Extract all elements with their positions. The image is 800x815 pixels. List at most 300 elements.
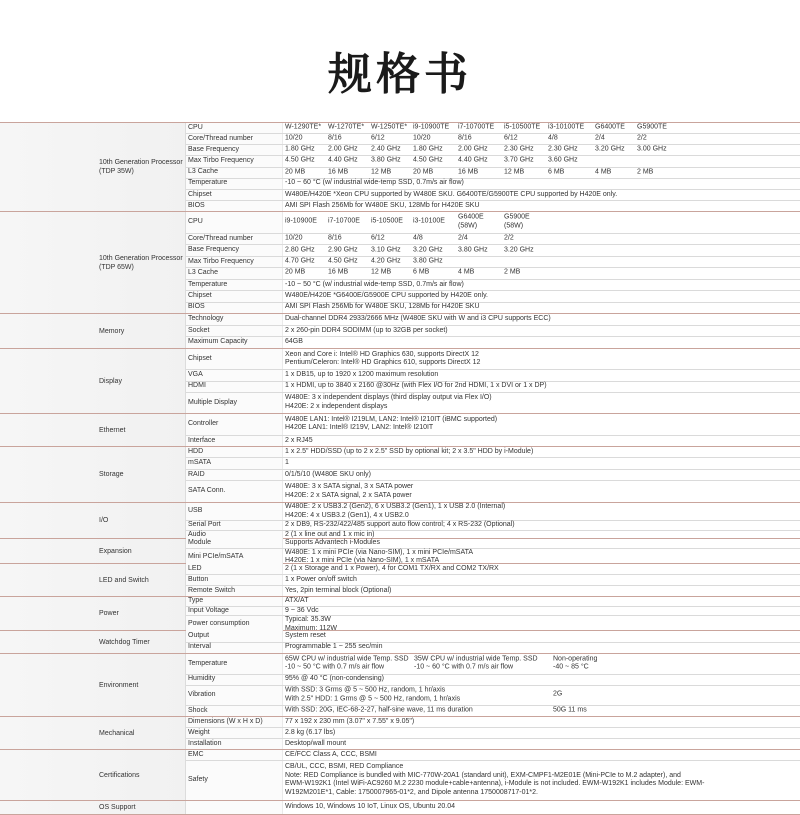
spec-row	[186, 189, 800, 200]
spec-row-value	[283, 382, 800, 392]
spec-row-value	[283, 190, 800, 200]
spec-row	[186, 597, 800, 606]
spec-row-label: Power consumption	[186, 616, 283, 633]
spec-value-text: W480E: 1 x mini PCIe (via Nano-SIM), 1 x mini PCIe/mSATA H420E: 1 x mini PCIe (via Nano-SIM), 1 x mSATA	[285, 548, 474, 565]
section-category-label: Ethernet	[99, 426, 126, 434]
spec-value-text: 1 x DB15, up to 1920 x 1200 maximum resolution	[285, 371, 439, 379]
spec-row-label: Temperature	[186, 280, 283, 290]
spec-row-value	[283, 521, 800, 530]
spec-value-text: Typical: 35.3W Maximum: 112W	[285, 616, 337, 632]
spec-section	[0, 211, 800, 313]
spec-row	[186, 200, 800, 211]
spec-row	[186, 750, 800, 760]
spec-row	[186, 574, 800, 585]
spec-cell: 4.50 GHz	[328, 257, 358, 265]
section-category-label: LED and Switch	[99, 576, 149, 584]
spec-row	[186, 392, 800, 413]
spec-row	[186, 244, 800, 255]
spec-cell: 1.80 GHz	[285, 146, 315, 154]
spec-value-text: 0/1/5/10 (W480E SKU only)	[285, 470, 371, 478]
spec-value-text: 1 x HDMI, up to 3840 x 2160 @30Hz (with Flex I/O for 2nd HDMI, 1 x DVI or 1 x DP)	[285, 382, 547, 390]
spec-row-value	[283, 134, 800, 144]
spec-row-value	[283, 280, 800, 290]
section-category	[0, 123, 186, 211]
spec-row-label: Base Frequency	[186, 245, 283, 255]
spec-row-label: CPU	[186, 123, 283, 133]
spec-row-value	[283, 717, 800, 727]
spec-row	[186, 325, 800, 337]
spec-cell: G5900E (58W)	[504, 213, 530, 230]
spec-row-label: Max Tirbo Frequency	[186, 257, 283, 267]
section-category	[0, 212, 186, 313]
spec-row	[186, 727, 800, 738]
spec-value-text: AMI SPI Flash 256Mb for W480E SKU, 128Mb for H420E SKU	[285, 303, 480, 311]
spec-cell: 2G	[553, 691, 563, 699]
spec-row-label: Base Frequency	[186, 145, 283, 155]
spec-section	[0, 716, 800, 749]
spec-value-text: 2 x RJ45	[285, 436, 313, 444]
spec-row-value	[283, 123, 800, 133]
spec-row-label: BIOS	[186, 303, 283, 313]
spec-value-text: W480E LAN1: Intel® I219LM, LAN2: Intel® I210IT (iBMC supported) H420E LAN1: Intel® I219V, LAN2: Intel® I210IT	[285, 415, 498, 432]
spec-section	[0, 122, 800, 211]
spec-cell: G6400TE	[595, 123, 625, 131]
spec-section	[0, 446, 800, 502]
spec-row-value	[283, 801, 800, 814]
spec-row-value	[283, 643, 800, 654]
spec-row-value	[283, 212, 800, 233]
spec-value-text: Windows 10, Windows 10 IoT, Linux OS, Ubuntu 20.04	[285, 803, 456, 811]
spec-row	[186, 564, 800, 574]
spec-section	[0, 749, 800, 800]
spec-cell: 2.80 GHz	[285, 246, 315, 254]
spec-row	[186, 585, 800, 596]
spec-row-label: L3 Cache	[186, 268, 283, 278]
spec-row	[186, 267, 800, 278]
spec-row-label: Interface	[186, 436, 283, 446]
spec-cell: 2/2	[637, 134, 647, 142]
spec-row	[186, 685, 800, 706]
spec-cell: 2.40 GHz	[371, 146, 401, 154]
spec-row-value	[283, 201, 800, 211]
spec-value-text: Supports Advantech i-Modules	[285, 539, 380, 546]
spec-value-text: W480E: 3 x independent displays (third display output via Flex I/O) H420E: 2 x independent displays	[285, 394, 492, 410]
spec-row	[186, 381, 800, 392]
spec-cell: 3.60 GHz	[548, 157, 578, 165]
spec-value-text: -10 ~ 50 °C (w/ industrial wide-temp SSD, 0.7m/s air flow)	[285, 280, 464, 288]
spec-value-text: CE/FCC Class A, CCC, BSMI	[285, 750, 377, 758]
section-category	[0, 539, 186, 563]
spec-row	[186, 349, 800, 369]
section-category-label: 10th Generation Processor (TDP 65W)	[99, 254, 183, 271]
spec-value-text: 9 ~ 36 Vdc	[285, 606, 319, 614]
spec-section	[0, 413, 800, 446]
spec-row-value	[283, 268, 800, 278]
spec-row-value	[283, 586, 800, 596]
spec-row	[186, 738, 800, 749]
spec-cell: 2/2	[504, 234, 514, 242]
spec-row	[186, 369, 800, 380]
spec-value-text: 77 x 192 x 230 mm (3.07" x 7.55" x 9.05")	[285, 717, 415, 725]
spec-cell: 2/4	[458, 234, 468, 242]
spec-cell: 4.70 GHz	[285, 257, 315, 265]
spec-row-label	[186, 801, 283, 814]
spec-row-value	[283, 414, 800, 435]
spec-row-label: mSATA	[186, 458, 283, 468]
section-category-label: Storage	[99, 471, 124, 478]
spec-cell: 3.80 GHz	[413, 257, 443, 265]
section-category	[0, 503, 186, 538]
spec-value-text: 2 (1 x Storage and 1 x Power), 4 for COM1 TX/RX and COM2 TX/RX	[285, 564, 499, 572]
spec-cell: 2.00 GHz	[458, 146, 488, 154]
spec-section	[0, 800, 800, 815]
section-category-label: I/O	[99, 517, 109, 524]
spec-cell: 8/16	[328, 234, 342, 242]
spec-cell: 16 MB	[328, 168, 349, 176]
spec-row-label: Safety	[186, 761, 283, 800]
spec-cell: 2 MB	[637, 168, 654, 176]
spec-row-label: Controller	[186, 414, 283, 435]
spec-row-value	[283, 675, 800, 685]
spec-cell: 4.40 GHz	[458, 157, 488, 165]
spec-cell: 2.30 GHz	[548, 146, 578, 154]
spec-value-text: Desktop/wall mount	[285, 739, 347, 747]
spec-cell: 50G 11 ms	[553, 706, 587, 714]
spec-row-value	[283, 179, 800, 189]
spec-row	[186, 414, 800, 435]
spec-row	[186, 717, 800, 727]
spec-row-value	[283, 607, 800, 616]
spec-row	[186, 302, 800, 313]
spec-row-value	[283, 728, 800, 738]
spec-row-value	[283, 326, 800, 337]
spec-value-text: 64GB	[285, 338, 303, 346]
spec-row-label: Dimensions (W x H x D)	[186, 717, 283, 727]
spec-row-value	[283, 654, 800, 674]
spec-row-label: RAID	[186, 470, 283, 480]
spec-value-text: CB/UL, CCC, BSMI, RED Compliance Note: RED Compliance is bundled with MIC-770W-20A1 (standard unit), EXM-CMPF1-M2E01E (Mini-PCIe to M.2 adapter), and EWM-W192K1 (Intel WiFi-AC9260 M.2 2230 module+cable+antenna), i-Module is not included. EWM-W192K1 includes Module: EWM- W192M201E*1, Cable: 1750007965-01*2, and Dipole antenna 1750008717-01*2.	[285, 763, 705, 796]
spec-value-text: W480E/H420E *G6400E/G5900E CPU supported by H420E only.	[285, 292, 488, 299]
spec-cell: 16 MB	[328, 269, 349, 277]
spec-row-value	[283, 706, 800, 716]
spec-cell: 3.10 GHz	[371, 246, 401, 254]
spec-row	[186, 336, 800, 348]
spec-value-text: Dual-channel DDR4 2933/2666 MHz (W480E SKU with W and i3 CPU supports ECC)	[285, 315, 551, 323]
spec-row-label: Serial Port	[186, 521, 283, 530]
spec-cell: i5-10500E	[371, 218, 403, 226]
spec-row-label: Shock	[186, 706, 283, 716]
spec-cell: 3.70 GHz	[504, 157, 534, 165]
spec-value-text: W480E: 2 x USB3.2 (Gen2), 6 x USB3.2 (Gen1), 1 x USB 2.0 (Internal) H420E: 4 x USB3.2 (Gen1), 4 x USB2.0	[285, 503, 506, 519]
spec-value-text: AMI SPI Flash 256Mb for W480E SKU, 128Mb for H420E SKU	[285, 201, 480, 209]
spec-value-text: W480E: 3 x SATA signal, 3 x SATA power H420E: 2 x SATA signal, 2 x SATA power	[285, 483, 414, 499]
spec-row	[186, 503, 800, 520]
section-category	[0, 447, 186, 502]
spec-row	[186, 279, 800, 290]
spec-cell: 10/20	[413, 134, 431, 142]
spec-row-value	[283, 597, 800, 606]
section-category-label: OS Support	[99, 804, 136, 811]
spec-row-value	[283, 447, 800, 457]
spec-row-label: Module	[186, 539, 283, 548]
spec-row-label: Maximum Capacity	[186, 337, 283, 348]
spec-row	[186, 530, 800, 540]
spec-cell: W-1250TE*	[371, 123, 408, 131]
spec-row	[186, 233, 800, 244]
spec-value-text: 2 (1 x line out and 1 x mic in)	[285, 530, 375, 538]
spec-section	[0, 538, 800, 563]
spec-value-text: 2 x 260-pin DDR4 SODIMM (up to 32GB per socket)	[285, 326, 448, 334]
spec-cell: 4.20 GHz	[371, 257, 401, 265]
spec-cell: 6/12	[504, 134, 518, 142]
spec-cell: i5-10500TE	[504, 123, 541, 131]
spec-row-label: Vibration	[186, 686, 283, 706]
spec-row-value	[283, 314, 800, 325]
spec-row-value	[283, 739, 800, 749]
spec-cell: 3.80 GHz	[371, 157, 401, 165]
spec-cell: With SSD: 3 Grms @ 5 ~ 500 Hz, random, 1 hr/axis With 2.5" HDD: 1 Grms @ 5 ~ 500 Hz, random, 1 hr/axis	[285, 686, 461, 703]
spec-cell: 3.80 GHz	[458, 246, 488, 254]
spec-cell: 20 MB	[285, 269, 306, 277]
spec-row-label: VGA	[186, 370, 283, 380]
spec-row-label: Chipset	[186, 349, 283, 369]
spec-row-value	[283, 575, 800, 585]
spec-cell: 4.50 GHz	[285, 157, 315, 165]
spec-row	[186, 212, 800, 233]
spec-cell: 10/20	[285, 234, 303, 242]
spec-row-label: L3 Cache	[186, 168, 283, 178]
spec-row-label: Core/Thread number	[186, 234, 283, 244]
spec-row-value	[283, 393, 800, 413]
spec-cell: 8/16	[458, 134, 472, 142]
spec-section	[0, 630, 800, 653]
spec-cell: 6 MB	[413, 269, 430, 277]
spec-cell: 12 MB	[371, 168, 392, 176]
section-category-label: Power	[99, 610, 119, 617]
spec-section	[0, 313, 800, 348]
spec-table	[0, 122, 800, 815]
section-category	[0, 349, 186, 413]
spec-row	[186, 760, 800, 800]
section-category-label: Environment	[99, 681, 139, 689]
spec-row-value	[283, 234, 800, 244]
section-category	[0, 564, 186, 596]
spec-cell: 6 MB	[548, 168, 565, 176]
spec-row	[186, 705, 800, 716]
spec-row-value	[283, 564, 800, 574]
spec-row	[186, 674, 800, 685]
spec-row-label: Technology	[186, 314, 283, 325]
spec-cell: 20 MB	[285, 168, 306, 176]
spec-cell: i7-10700E	[328, 218, 360, 226]
spec-row-label: Mini PCIe/mSATA	[186, 549, 283, 566]
spec-row-value	[283, 470, 800, 480]
spec-row	[186, 178, 800, 189]
spec-cell: 4 MB	[458, 269, 475, 277]
spec-row	[186, 435, 800, 446]
spec-cell: 4/8	[413, 234, 423, 242]
spec-row	[186, 155, 800, 166]
spec-section	[0, 563, 800, 596]
spec-row-label: Weight	[186, 728, 283, 738]
spec-row-value	[283, 458, 800, 468]
spec-row-label: Button	[186, 575, 283, 585]
spec-value-text: System reset	[285, 631, 326, 639]
spec-row-label: Input Voltage	[186, 607, 283, 616]
spec-cell: 65W CPU w/ industrial wide Temp. SSD -10 ~ 50 °C with 0.7 m/s air flow	[285, 655, 409, 671]
spec-cell: 6/12	[371, 234, 385, 242]
spec-row	[186, 539, 800, 548]
spec-row	[186, 167, 800, 178]
spec-row-value	[283, 156, 800, 166]
spec-row-label: Chipset	[186, 291, 283, 301]
section-category	[0, 654, 186, 716]
section-category	[0, 801, 186, 814]
spec-cell: 1.80 GHz	[413, 146, 443, 154]
spec-row-label: Temperature	[186, 179, 283, 189]
spec-row-label: Remote Switch	[186, 586, 283, 596]
spec-section	[0, 348, 800, 413]
spec-row-label: Max Tirbo Frequency	[186, 156, 283, 166]
spec-cell: 2.90 GHz	[328, 246, 358, 254]
spec-value-text: 2 x DB9, RS-232/422/485 support auto flow control; 4 x RS-232 (Optional)	[285, 521, 515, 529]
spec-row-label: USB	[186, 503, 283, 520]
section-category-label: Memory	[99, 327, 125, 335]
spec-row	[186, 144, 800, 155]
section-category-label: Display	[99, 377, 122, 385]
spec-cell: 12 MB	[371, 269, 392, 277]
spec-row-value	[283, 750, 800, 760]
spec-cell: G5900TE	[637, 123, 667, 131]
spec-row	[186, 654, 800, 674]
spec-row	[186, 469, 800, 480]
spec-row	[186, 801, 800, 814]
spec-cell: 3.20 GHz	[413, 246, 443, 254]
page-title: 规格书	[328, 49, 472, 100]
spec-row-value	[283, 436, 800, 446]
spec-cell: i9-10900E	[285, 218, 317, 226]
spec-value-text: Xeon and Core i: Intel® HD Graphics 630, supports DirectX 12 Pentium/Celeron: Intel® HD Graphics 610, supports DirectX 12	[285, 350, 481, 367]
spec-cell: 3.20 GHz	[595, 146, 625, 154]
spec-row-label: HDMI	[186, 382, 283, 392]
spec-cell: 2/4	[595, 134, 605, 142]
spec-cell: i3-10100TE	[548, 123, 585, 131]
spec-row-value	[283, 245, 800, 255]
spec-row	[186, 314, 800, 325]
spec-row-label: Type	[186, 597, 283, 606]
spec-cell: W-1270TE*	[328, 123, 365, 131]
spec-row-value	[283, 686, 800, 706]
spec-row	[186, 133, 800, 144]
spec-value-text: ATX/AT	[285, 597, 309, 604]
spec-cell: i3-10100E	[413, 218, 445, 226]
spec-row-value	[283, 168, 800, 178]
spec-row	[186, 642, 800, 654]
section-category-label: Expansion	[99, 547, 132, 555]
spec-section	[0, 502, 800, 538]
section-category	[0, 314, 186, 348]
spec-value-text: -10 ~ 60 °C (w/ industrial wide-temp SSD, 0.7m/s air flow)	[285, 179, 464, 187]
spec-cell: 2.00 GHz	[328, 146, 358, 154]
spec-value-text: W480E/H420E *Xeon CPU supported by W480E SKU. G6400TE/G5900TE CPU supported by H420E only.	[285, 190, 618, 198]
spec-cell: 4 MB	[595, 168, 612, 176]
spec-row	[186, 123, 800, 133]
spec-row-label: SATA Conn.	[186, 481, 283, 502]
spec-row	[186, 631, 800, 642]
spec-row	[186, 447, 800, 457]
spec-row-value	[283, 631, 800, 642]
spec-row-label: LED	[186, 564, 283, 574]
spec-row	[186, 290, 800, 301]
spec-cell: Non-operating -40 ~ 85 °C	[553, 655, 598, 671]
spec-row-value	[283, 145, 800, 155]
spec-cell: W-1290TE*	[285, 123, 322, 131]
spec-row-value	[283, 337, 800, 348]
spec-row-label: Output	[186, 631, 283, 642]
spec-row-label: Audio	[186, 531, 283, 540]
spec-cell: i9-10900TE	[413, 123, 450, 131]
spec-row-label: Multiple Display	[186, 393, 283, 413]
section-category-label: Watchdog Timer	[99, 638, 150, 646]
spec-cell: 10/20	[285, 134, 303, 142]
spec-row-label: Core/Thread number	[186, 134, 283, 144]
spec-row-value	[283, 291, 800, 301]
spec-row-value	[283, 303, 800, 313]
spec-row-label: Installation	[186, 739, 283, 749]
section-category-label: Mechanical	[99, 729, 135, 737]
spec-section	[0, 596, 800, 630]
spec-value-text: 95% @ 40 °C (non-condensing)	[285, 675, 385, 683]
spec-row-label: CPU	[186, 212, 283, 233]
section-category-label: Certifications	[99, 771, 140, 779]
spec-value-text: 2.8 kg (6.17 lbs)	[285, 728, 336, 736]
section-category	[0, 414, 186, 446]
spec-cell: 4.40 GHz	[328, 157, 358, 165]
spec-row	[186, 606, 800, 616]
spec-cell: 4/8	[548, 134, 558, 142]
spec-row-label: Chipset	[186, 190, 283, 200]
spec-row	[186, 256, 800, 267]
spec-row-label: BIOS	[186, 201, 283, 211]
section-category	[0, 597, 186, 630]
spec-row-label: Socket	[186, 326, 283, 337]
spec-cell: 2 MB	[504, 269, 521, 277]
spec-row-label: Temperature	[186, 654, 283, 674]
spec-cell: 12 MB	[504, 168, 525, 176]
spec-cell: 4.50 GHz	[413, 157, 443, 165]
spec-row	[186, 457, 800, 468]
spec-cell: 3.00 GHz	[637, 146, 667, 154]
spec-cell: 8/16	[328, 134, 342, 142]
spec-row	[186, 520, 800, 530]
spec-row-label: Interval	[186, 643, 283, 654]
spec-section	[0, 653, 800, 716]
section-category-label: 10th Generation Processor (TDP 35W)	[99, 159, 183, 175]
spec-row-value	[283, 503, 800, 520]
spec-value-text: 1 x Power on/off switch	[285, 575, 357, 583]
spec-row-label: EMC	[186, 750, 283, 760]
section-category	[0, 750, 186, 800]
spec-cell: i7-10700TE	[458, 123, 495, 131]
section-category	[0, 717, 186, 749]
spec-cell: G6400E (58W)	[458, 213, 484, 230]
spec-row-value	[283, 481, 800, 502]
spec-cell: 35W CPU w/ industrial wide Temp. SSD -10 ~ 60 °C with 0.7 m/s air flow	[414, 655, 538, 671]
spec-row-value	[283, 539, 800, 548]
spec-row-label: HDD	[186, 447, 283, 457]
spec-cell: 3.20 GHz	[504, 246, 534, 254]
spec-row-value	[283, 761, 800, 800]
